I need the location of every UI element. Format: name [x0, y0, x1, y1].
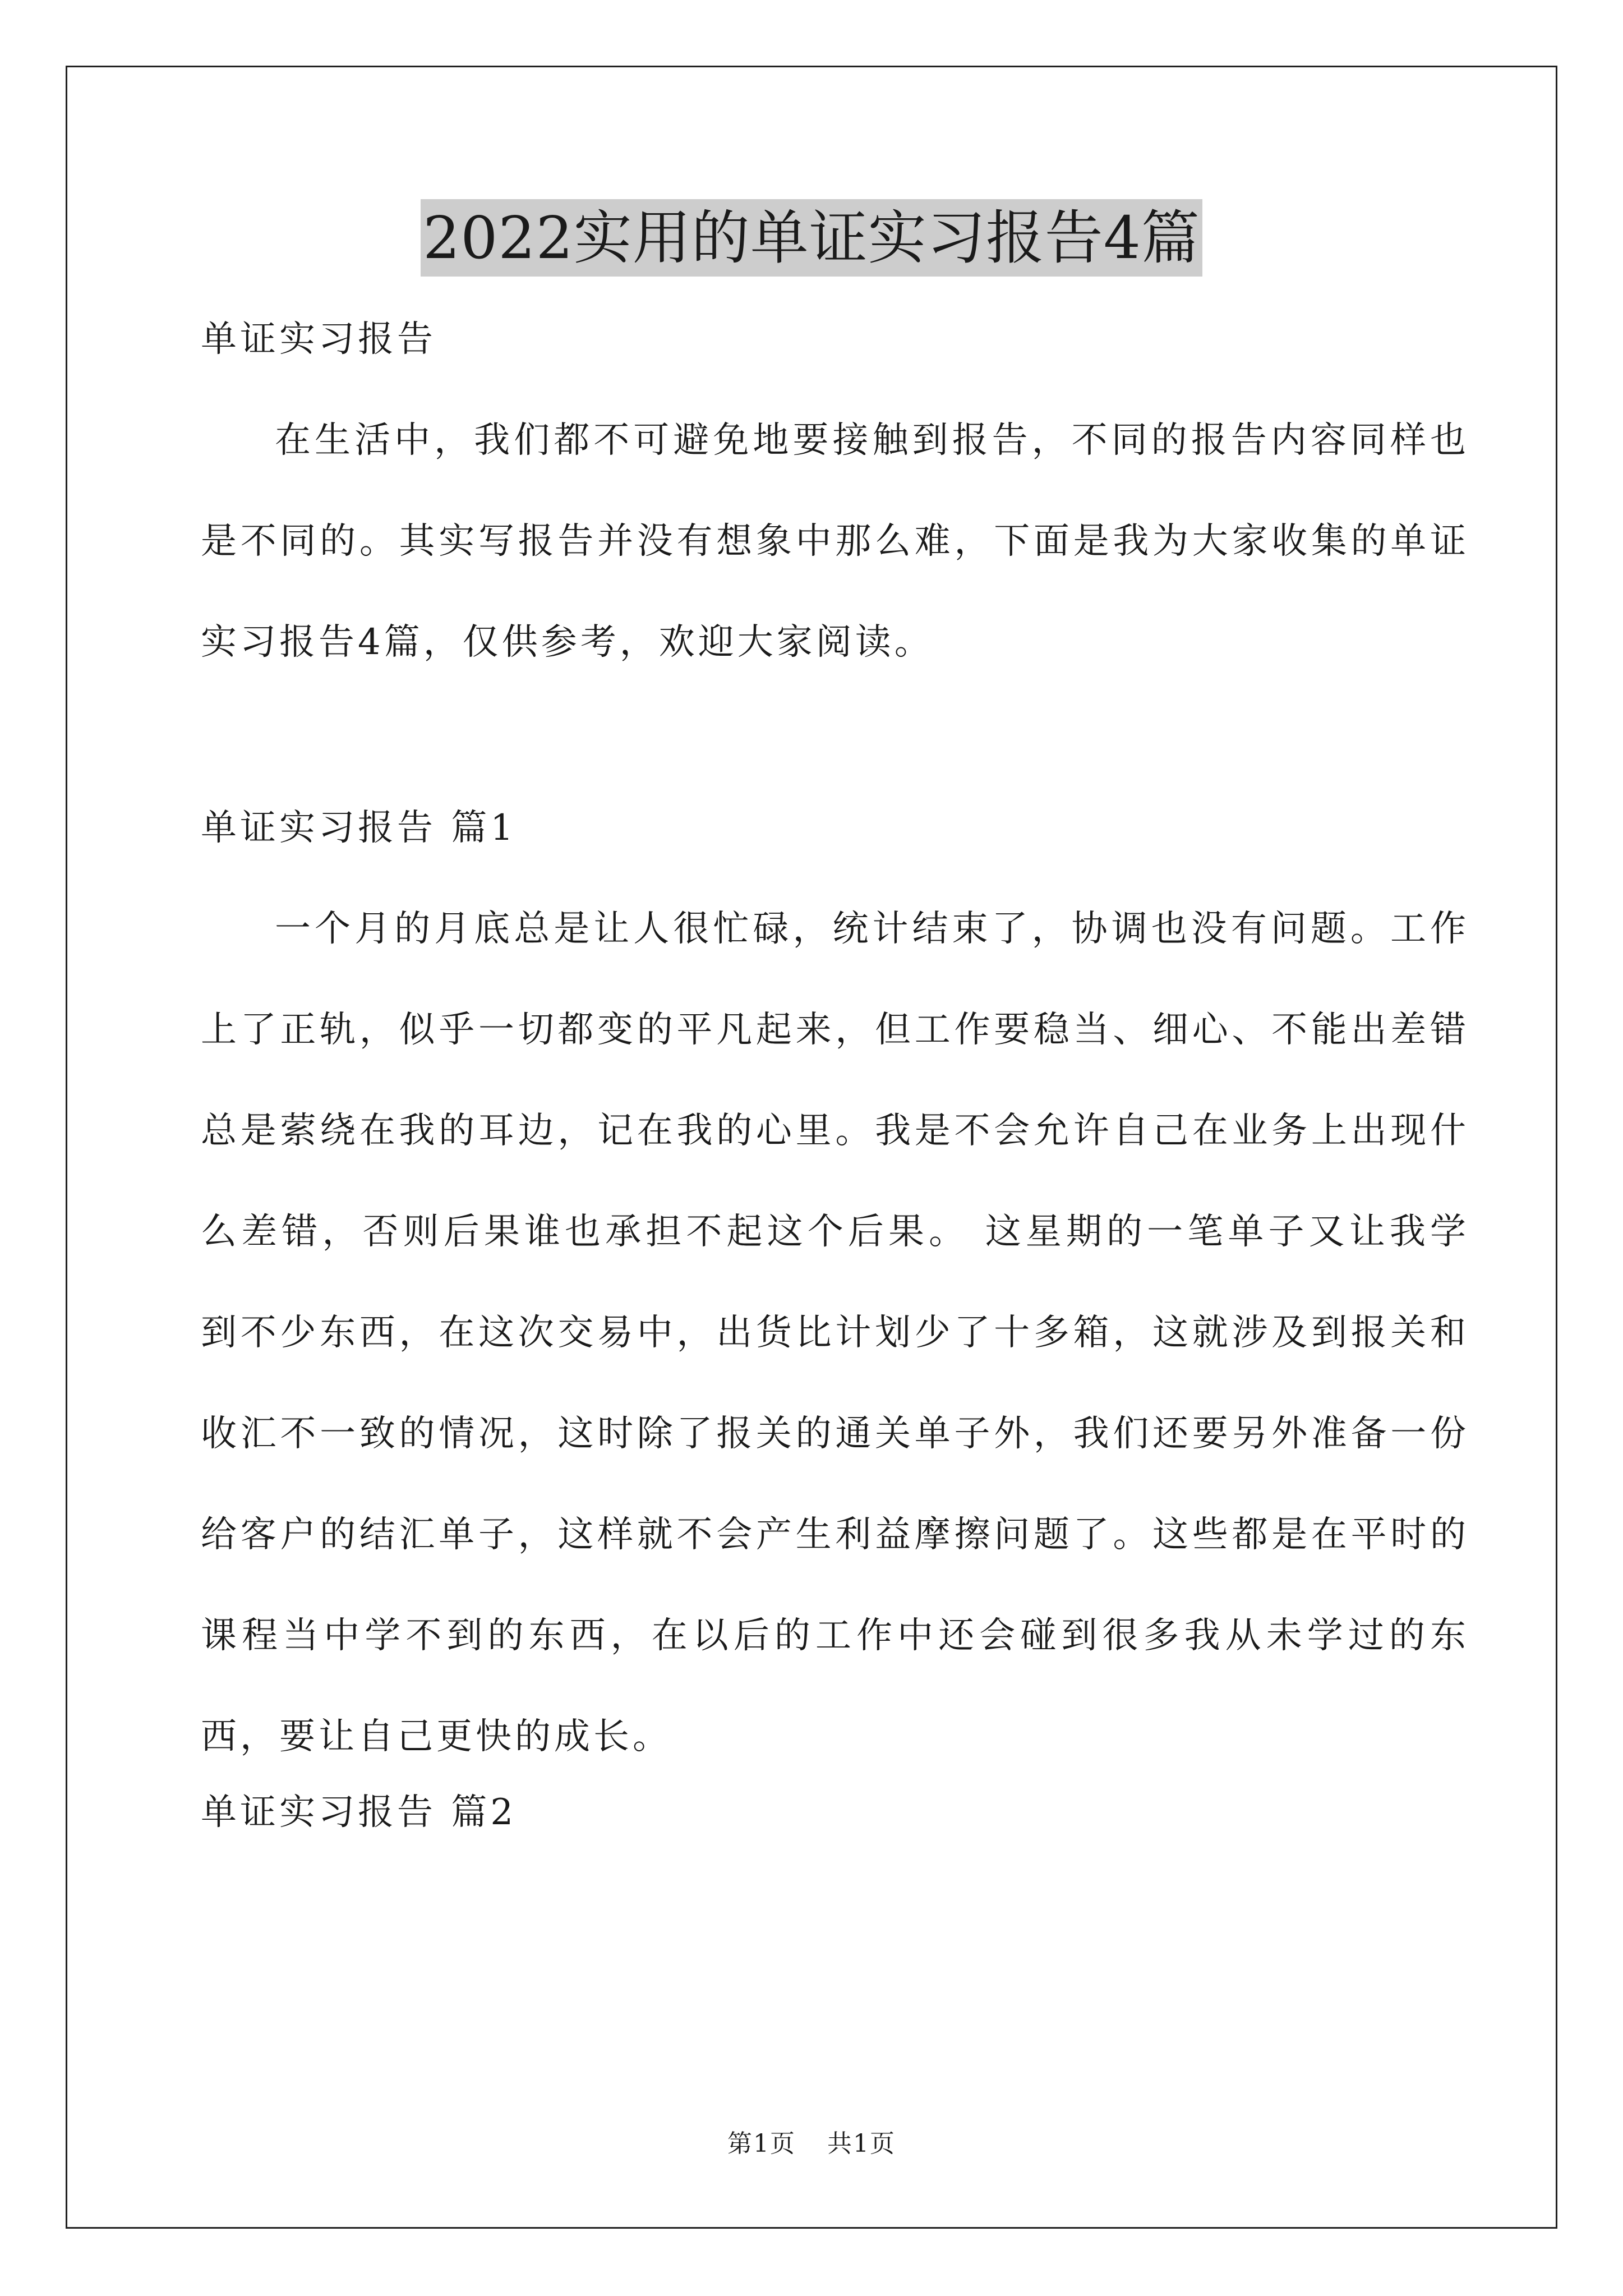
intro-heading: 单证实习报告 [201, 319, 436, 360]
page-number-total: 共1页 [827, 2129, 896, 2158]
section-paragraph-1: 一个月的月底总是让人很忙碌，统计结束了，协调也没有问题。工作上了正轨，似乎一切都变的平凡起来，但工作要稳当、细心、不能出差错总是萦绕在我的耳边，记在我的心里。我是不会允许自己在业务上出现什么差错，否则后果谁也承担不起这个后果。 这星期的一笔单子又让我学到不少东西，在这次交易中，出货比计划少了十多箱，这就涉及到报关和收汇不一致的情况，这时除了报关的通关单子外，我们还要另外准备一份给客户的结汇单子，这样就不会产生利益摩擦问题了。这些都是在平时的课程当中学不到的东西，在以后的工作中还会碰到很多我从未学过的东西，要让自己更快的成长。 [201, 908, 1469, 1757]
section-heading-2: 单证实习报告 篇2 [201, 1792, 517, 1833]
intro-paragraph: 在生活中，我们都不可避免地要接触到报告，不同的报告内容同样也是不同的。其实写报告并没有想象中那么难，下面是我为大家收集的单证实习报告4篇，仅供参考，欢迎大家阅读。 [201, 420, 1469, 663]
section-heading-1: 单证实习报告 篇1 [201, 807, 517, 849]
page-number-current: 第1页 [727, 2129, 796, 2158]
document-title-text: 2022实用的单证实习报告4篇 [421, 199, 1202, 277]
page-footer [0, 2127, 1623, 2161]
document-title [0, 199, 1623, 277]
document-body [201, 314, 1469, 1838]
